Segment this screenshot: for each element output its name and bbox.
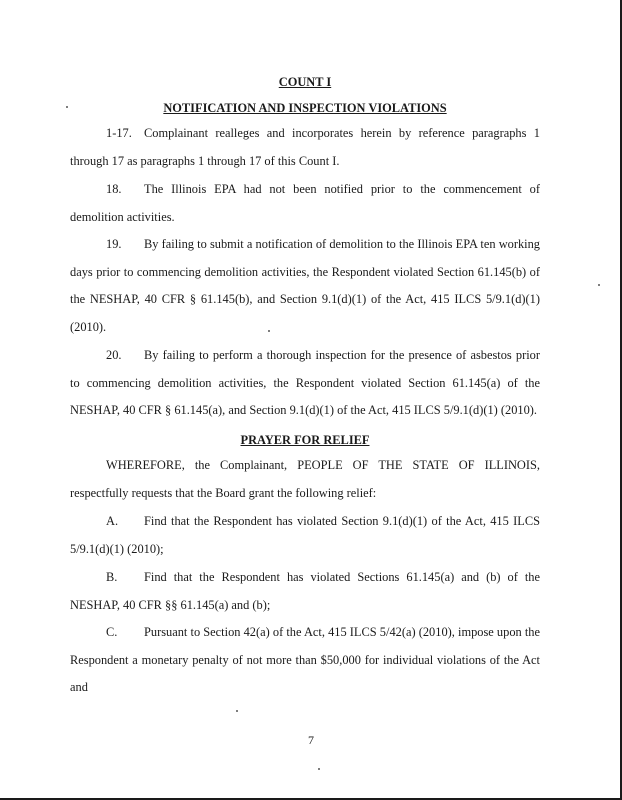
relief-text: Find that the Respondent has violated Sections 61.145(a) and (b) of the NESHAP, 40 CFR §§ 61.145(a) and (b); (70, 570, 540, 612)
scan-speck (318, 768, 320, 770)
paragraph-20 (70, 342, 540, 425)
relief-letter: A. (106, 514, 119, 528)
paragraph-19 (70, 231, 540, 341)
paragraph-number: 19. (106, 237, 122, 251)
page-number: 7 (308, 733, 314, 747)
paragraph-number: 20. (106, 348, 122, 362)
paragraph-text: By failing to submit a notification of demolition to the Illinois EPA ten working days prior to commencing demolition activities, the Respondent violated Section 61.145(b) of the NESHAP, 40 CFR § 61.145(b), and Section 9.1(d)(1) of the Act, 415 ILCS 5/9.1(d)(1) (2010). (70, 237, 540, 334)
scan-speck (236, 710, 238, 712)
prayer-intro-text: WHEREFORE, the Complainant, PEOPLE OF THE STATE OF ILLINOIS, respectfully requests that the Board grant the following relief: (70, 458, 540, 500)
relief-a (70, 508, 540, 563)
relief-text: Pursuant to Section 42(a) of the Act, 415 ILCS 5/42(a) (2010), impose upon the Respondent a monetary penalty of not more than $50,000 for individual violations of the Act and (70, 625, 540, 694)
relief-c (70, 619, 540, 702)
paragraph-18 (70, 176, 540, 231)
scan-speck (66, 106, 68, 108)
relief-letter: B. (106, 570, 118, 584)
relief-text: Find that the Respondent has violated Section 9.1(d)(1) of the Act, 415 ILCS 5/9.1(d)(1) (2010); (70, 514, 540, 556)
scan-speck (598, 284, 600, 286)
paragraph-number: 18. (106, 182, 122, 196)
count-heading: COUNT I (278, 75, 332, 89)
relief-letter: C. (106, 625, 118, 639)
relief-b (70, 564, 540, 619)
prayer-intro (70, 452, 540, 507)
paragraph-1-17 (70, 120, 540, 175)
paragraph-number: 1-17. (106, 126, 132, 140)
paragraph-text: The Illinois EPA had not been notified prior to the commencement of demolition activities. (70, 182, 540, 224)
prayer-heading: PRAYER FOR RELIEF (240, 433, 370, 447)
violations-heading: NOTIFICATION AND INSPECTION VIOLATIONS (163, 101, 447, 115)
paragraph-text: Complainant realleges and incorporates herein by reference paragraphs 1 through 17 as paragraphs 1 through 17 of this Count I. (70, 126, 540, 168)
paragraph-text: By failing to perform a thorough inspection for the presence of asbestos prior to commencing demolition activities, the Respondent violated Section 61.145(a) of the NESHAP, 40 CFR § 61.145(a), and Section 9.1(d)(1) of the Act, 415 ILCS 5/9.1(d)(1) (2010). (70, 348, 540, 417)
